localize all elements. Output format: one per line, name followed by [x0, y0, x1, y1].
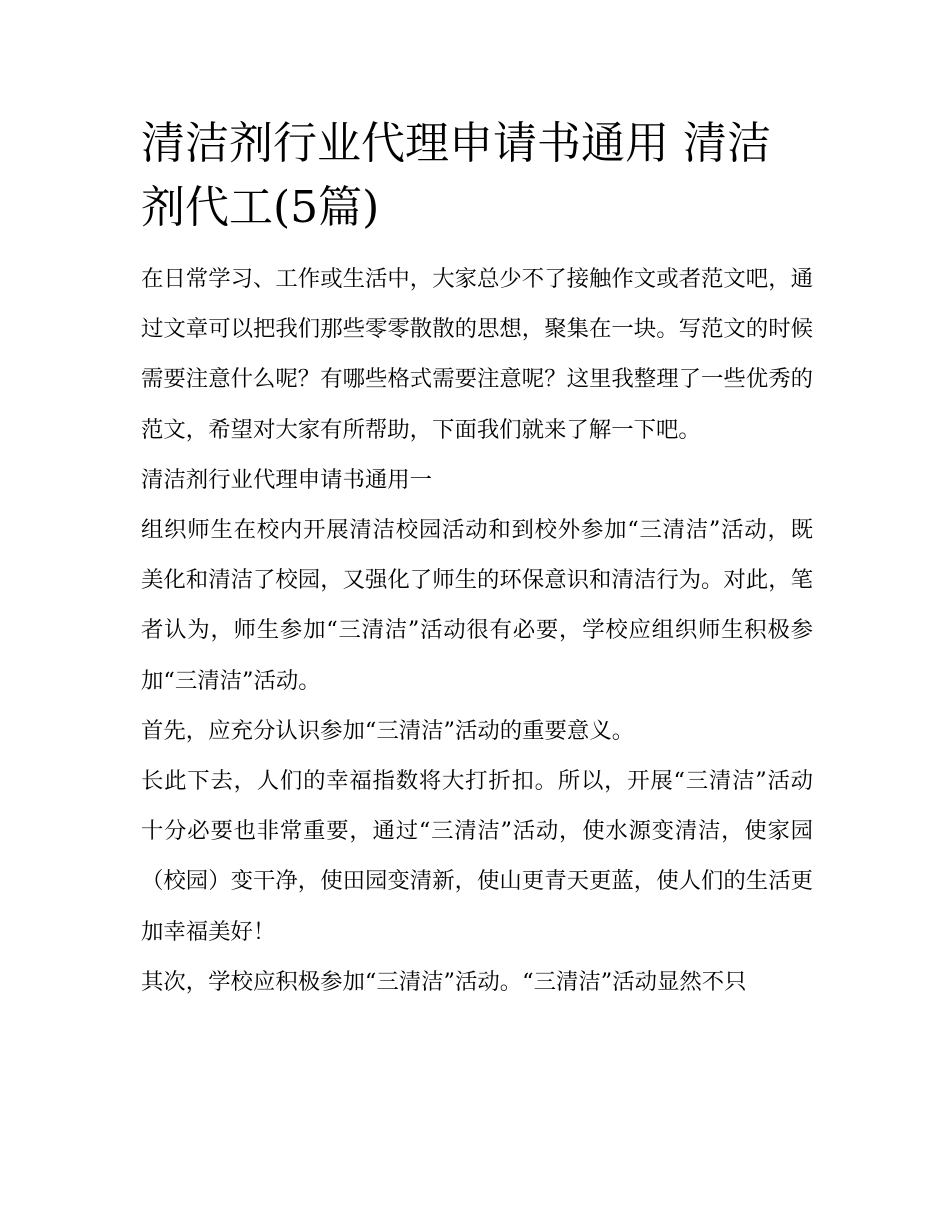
- body-paragraph: 首先，应充分认识参加“三清洁”活动的重要意义。: [141, 717, 635, 744]
- section-heading: 清洁剂行业代理申请书通用一: [141, 466, 433, 493]
- body-paragraph: 其次，学校应积极参加“三清洁”活动。“三清洁”活动显然不只: [141, 968, 747, 995]
- document-title: 清洁剂行业代理申请书通用 清洁剂代工(5篇): [141, 118, 771, 233]
- body-paragraph: 组织师生在校内开展清洁校园活动和到校外参加“三清洁”活动，既美化和清洁了校园，又强化了师生的环保意识和清洁行为。对此，笔者认为，师生参加“三清洁”活动很有必要，学校应组织师生积极参加“三清洁”活动。: [141, 517, 813, 694]
- body-paragraph: 长此下去，人们的幸福指数将大打折扣。所以，开展“三清洁”活动十分必要也非常重要，通过“三清洁”活动，使水源变清洁，使家园（校园）变干净，使田园变清新，使山更青天更蓝，使人们的生活更加幸福美好！: [141, 768, 813, 945]
- intro-paragraph: 在日常学习、工作或生活中，大家总少不了接触作文或者范文吧，通过文章可以把我们那些零零散散的思想，聚集在一块。写范文的时候需要注意什么呢？有哪些格式需要注意呢？这里我整理了一些优秀的范文，希望对大家有所帮助，下面我们就来了解一下吧。: [141, 266, 813, 443]
- document-body: [141, 112, 813, 1007]
